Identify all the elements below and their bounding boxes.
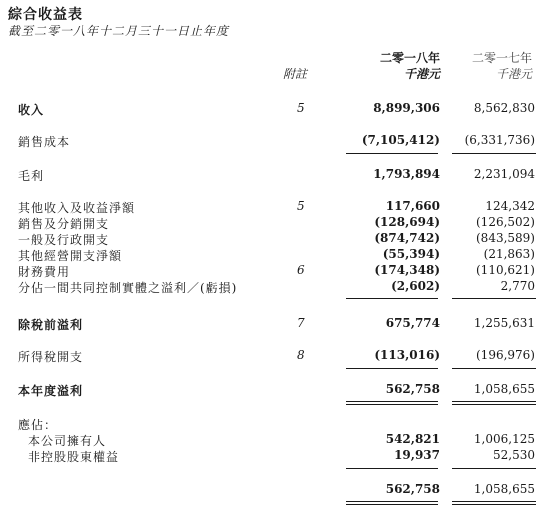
row-label: 本公司擁有人 [28, 434, 107, 448]
row-value-2018: 542,821 [385, 432, 440, 446]
row-note: 5 [297, 199, 305, 213]
statement-subtitle: 截至二零一八年十二月三十一日止年度 [8, 24, 230, 38]
row-value-2017: 2,231,094 [473, 167, 535, 181]
row-value-2017: 8,562,830 [473, 101, 535, 115]
row-value-2017: (843,589) [476, 231, 535, 245]
row-note: 6 [297, 263, 305, 277]
subtotal-rule-2017 [452, 298, 536, 299]
row-selling-expenses [0, 215, 540, 231]
row-profit-for-year [0, 382, 540, 398]
subtotal-rule-2017 [452, 368, 536, 369]
row-value-2018: (174,348) [374, 263, 440, 277]
row-other-operating-expenses [0, 247, 540, 263]
unit-2018-label: 千港元 [403, 67, 440, 81]
row-label: 非控股股東權益 [28, 450, 120, 464]
row-other-income [0, 199, 540, 215]
row-value-2018: 8,899,306 [373, 101, 440, 115]
row-value-2018: (55,394) [382, 247, 440, 261]
row-value-2018: 675,774 [385, 316, 440, 330]
total-rule-2017-b [452, 404, 536, 405]
row-admin-expenses [0, 231, 540, 247]
row-attributable-total [0, 482, 540, 498]
row-value-2018: (2,602) [391, 279, 440, 293]
row-profit-before-tax [0, 316, 540, 332]
row-value-2017: 1,058,655 [473, 382, 535, 396]
row-label: 其他收入及收益淨額 [18, 201, 136, 215]
total-rule-2017-a [452, 501, 536, 502]
row-value-2018: 19,937 [394, 448, 440, 462]
row-label: 財務費用 [18, 265, 71, 279]
year-2017-label: 二零一七年 [471, 51, 532, 65]
row-value-2018: (113,016) [374, 348, 440, 362]
total-rule-2018-a [346, 401, 438, 402]
row-value-2017: 1,255,631 [473, 316, 535, 330]
subtotal-rule-2017 [452, 468, 536, 469]
row-label: 所得稅開支 [18, 350, 84, 364]
total-rule-2017-b [452, 504, 536, 505]
total-rule-2018-b [346, 504, 438, 505]
total-rule-2018-b [346, 404, 438, 405]
row-income-tax [0, 348, 540, 364]
total-rule-2018-a [346, 501, 438, 502]
row-value-2018: 117,660 [385, 199, 440, 213]
row-label: 收入 [18, 103, 45, 117]
row-gross-profit [0, 167, 540, 183]
row-value-2017: (126,502) [476, 215, 535, 229]
row-revenue [0, 101, 540, 117]
row-label: 毛利 [18, 169, 45, 183]
row-value-2018: 1,793,894 [373, 167, 440, 181]
row-value-2017: (6,331,736) [464, 133, 535, 147]
subtotal-rule-2018 [346, 153, 438, 154]
row-share-of-jce [0, 279, 540, 295]
row-label: 銷售成本 [18, 135, 71, 149]
row-value-2018: 562,758 [385, 382, 440, 396]
total-rule-2017-a [452, 401, 536, 402]
row-label: 應佔： [18, 418, 58, 432]
row-note: 5 [297, 101, 305, 115]
subtotal-rule-2018 [346, 468, 438, 469]
row-non-controlling-interests [0, 448, 540, 464]
row-attributable-to [0, 416, 540, 432]
unit-2017-label: 千港元 [495, 67, 532, 81]
row-value-2017: (21,863) [483, 247, 535, 261]
row-value-2017: 52,530 [493, 448, 535, 462]
row-value-2017: (110,621) [476, 263, 535, 277]
row-value-2018: (128,694) [374, 215, 440, 229]
row-label: 銷售及分銷開支 [18, 217, 110, 231]
row-value-2017: 1,058,655 [473, 482, 535, 496]
subtotal-rule-2018 [346, 298, 438, 299]
row-value-2018: (7,105,412) [361, 133, 440, 147]
statement-title: 綜合收益表 [8, 7, 83, 23]
row-value-2017: 2,770 [500, 279, 535, 293]
row-label: 其他經營開支淨額 [18, 249, 123, 263]
row-value-2017: 1,006,125 [473, 432, 535, 446]
year-2017-header [472, 50, 532, 82]
row-cost-of-sales [0, 133, 540, 149]
row-owners-of-company [0, 432, 540, 448]
row-value-2018: 562,758 [385, 482, 440, 496]
subtotal-rule-2018 [346, 368, 438, 369]
note-column-header: 附註 [283, 67, 308, 81]
row-label: 本年度溢利 [18, 384, 84, 398]
row-value-2018: (874,742) [374, 231, 440, 245]
row-value-2017: (196,976) [476, 348, 535, 362]
row-label: 除稅前溢利 [18, 318, 84, 332]
row-note: 7 [297, 316, 305, 330]
row-value-2017: 124,342 [485, 199, 535, 213]
subtotal-rule-2017 [452, 153, 536, 154]
year-2018-header [380, 50, 440, 82]
row-label: 分佔一間共同控制實體之溢利／(虧損) [18, 281, 238, 295]
year-2018-label: 二零一八年 [379, 51, 440, 65]
row-finance-costs [0, 263, 540, 279]
row-label: 一般及行政開支 [18, 233, 110, 247]
row-note: 8 [297, 348, 305, 362]
